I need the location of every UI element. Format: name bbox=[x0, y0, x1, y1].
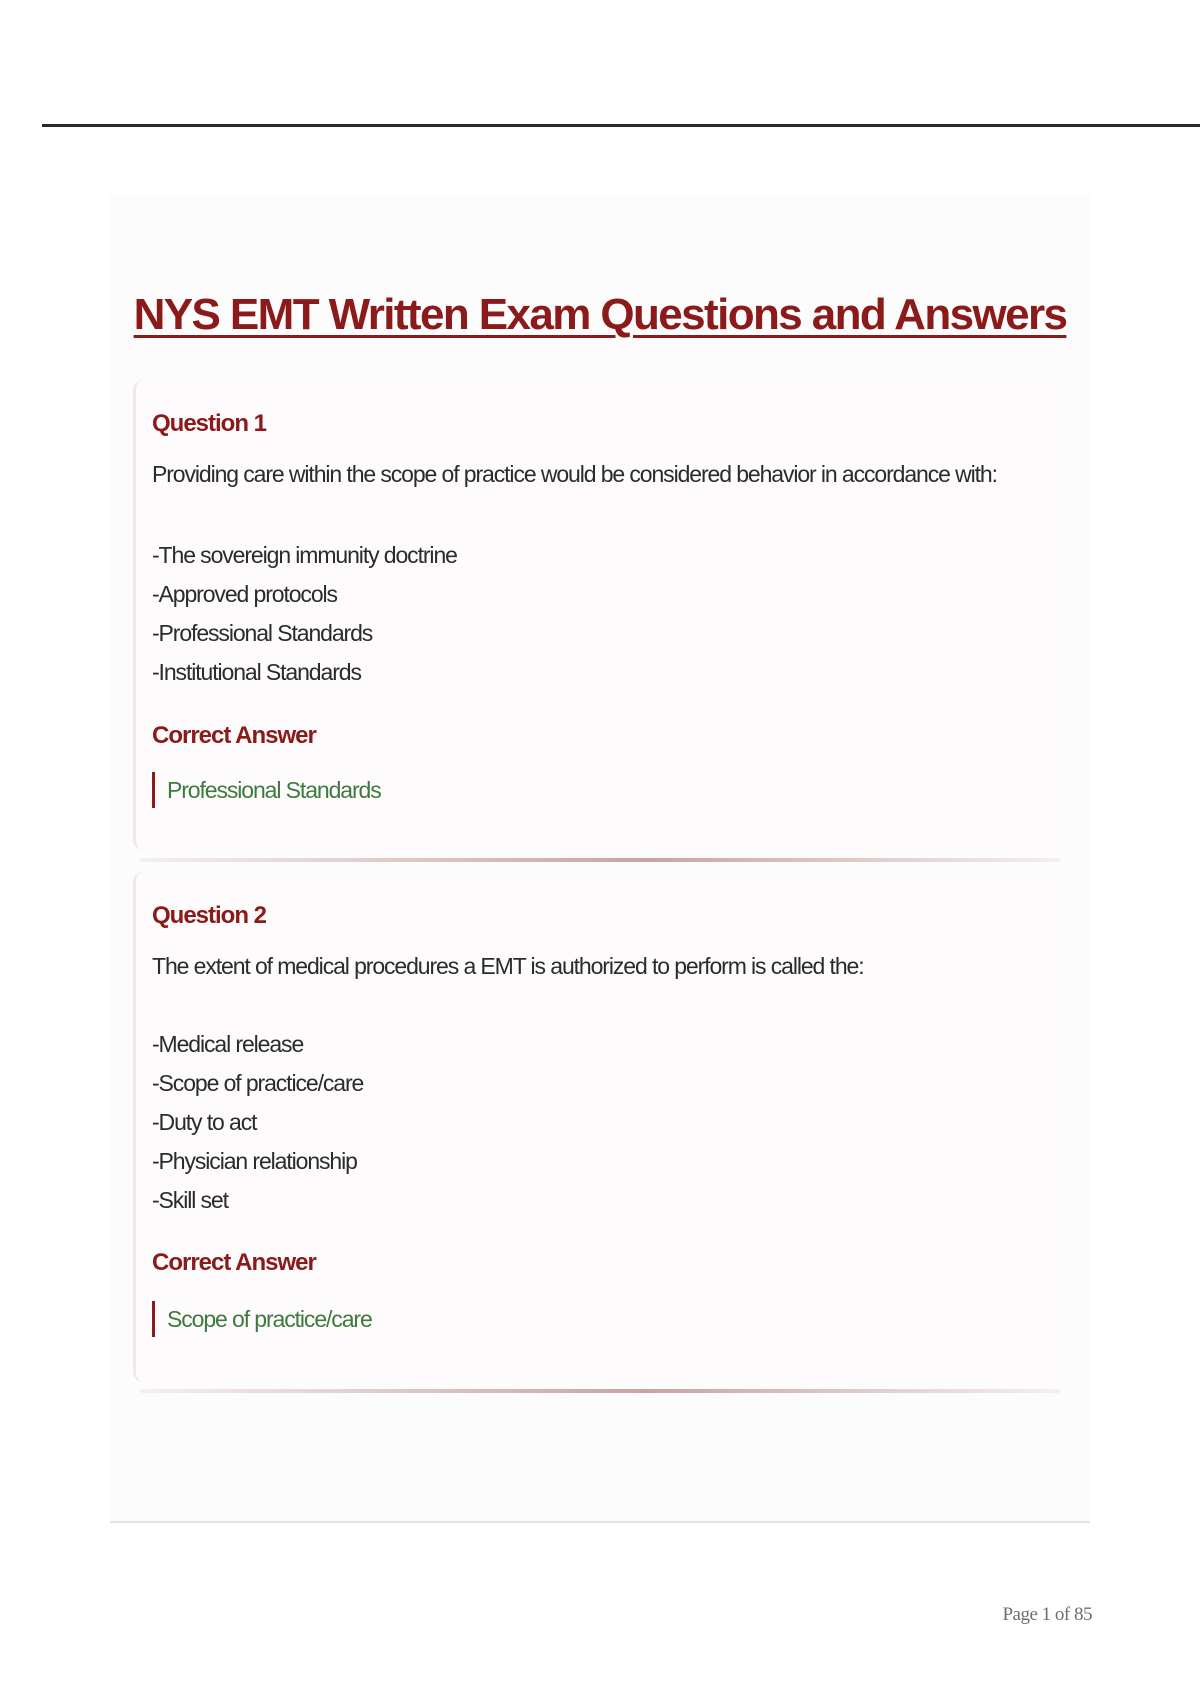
question-text: The extent of medical procedures a EMT is authorized to perform is called the: bbox=[152, 953, 864, 979]
answer-option: -The sovereign immunity doctrine bbox=[152, 542, 457, 568]
correct-answer-label: Correct Answer bbox=[152, 1249, 316, 1276]
answer-option: -Medical release bbox=[152, 1031, 304, 1057]
question-heading: Question 2 bbox=[152, 902, 267, 929]
question-card bbox=[133, 872, 1056, 1382]
page-number: Page 1 of 85 bbox=[1002, 1604, 1092, 1625]
answer-option: -Institutional Standards bbox=[152, 659, 361, 685]
answer-options bbox=[152, 536, 457, 692]
question-text: Providing care within the scope of practice would be considered behavior in accordance with: bbox=[152, 461, 997, 487]
document-title: NYS EMT Written Exam Questions and Answers bbox=[133, 290, 1067, 339]
correct-answer-value: Professional Standards bbox=[152, 772, 381, 808]
answer-option: -Professional Standards bbox=[152, 620, 373, 646]
footer-rule bbox=[110, 1521, 1090, 1523]
card-divider bbox=[140, 858, 1060, 862]
header-rule bbox=[42, 124, 1200, 127]
correct-answer-value: Scope of practice/care bbox=[152, 1301, 372, 1337]
answer-option: -Skill set bbox=[152, 1187, 228, 1213]
question-card bbox=[133, 380, 1056, 850]
question-heading: Question 1 bbox=[152, 410, 267, 437]
answer-option: -Physician relationship bbox=[152, 1148, 357, 1174]
card-divider bbox=[140, 1389, 1060, 1393]
correct-answer-label: Correct Answer bbox=[152, 722, 316, 749]
answer-option: -Duty to act bbox=[152, 1109, 257, 1135]
answer-option: -Scope of practice/care bbox=[152, 1070, 364, 1096]
answer-option: -Approved protocols bbox=[152, 581, 337, 607]
answer-options bbox=[152, 1025, 363, 1220]
